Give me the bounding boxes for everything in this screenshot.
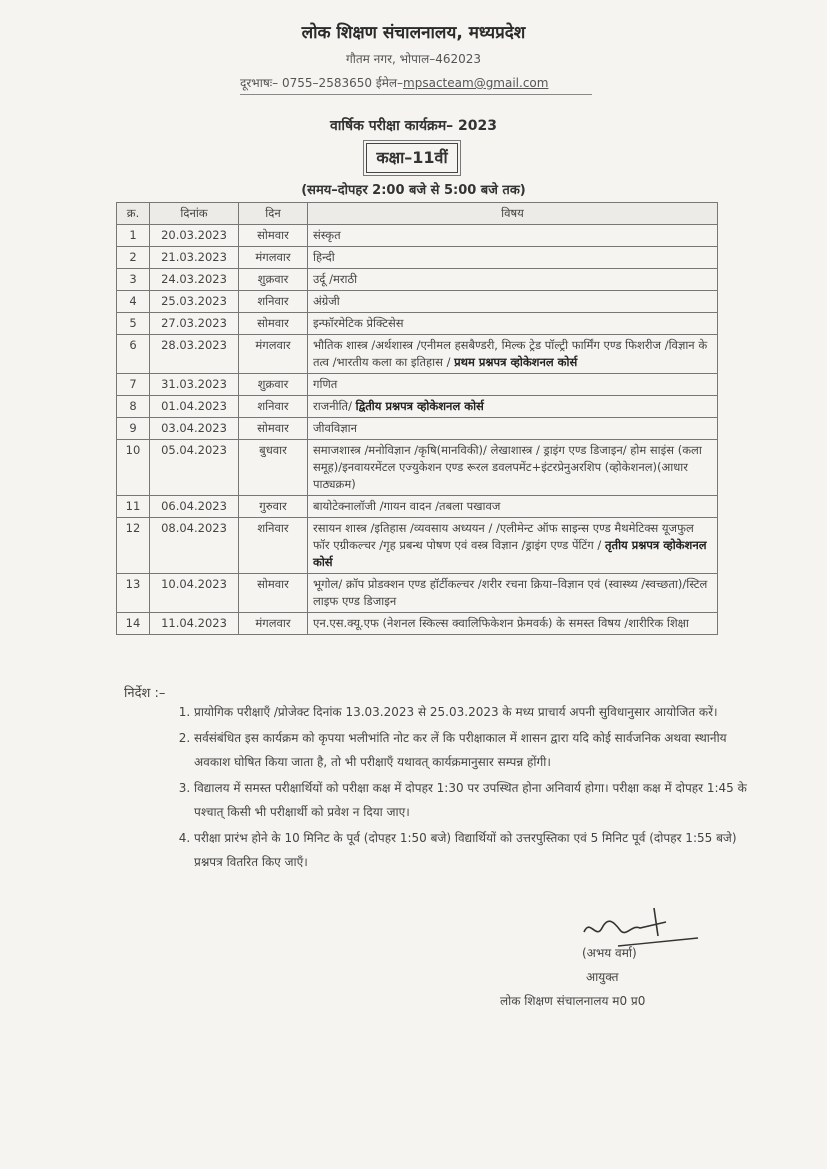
row-day: शुक्रवार bbox=[239, 374, 308, 396]
row-serial: 1 bbox=[117, 225, 150, 247]
row-serial: 10 bbox=[117, 440, 150, 496]
row-day: शनिवार bbox=[239, 518, 308, 574]
row-serial: 2 bbox=[117, 247, 150, 269]
subject-text: हिन्दी bbox=[313, 250, 335, 264]
row-day: सोमवार bbox=[239, 313, 308, 335]
subject-text: रसायन शास्त्र /इतिहास /व्यवसाय अध्ययन / /एलीमेन्ट ऑफ साइन्स एण्ड मैथमेटिक्स यूजफुल फॉर एग्रीकल्चर /गृह प्रबन्ध पोषण एवं वस्त्र विज्ञान /ड्राइंग एण्ड पेंटिंग / bbox=[313, 521, 694, 552]
row-day: मंगलवार bbox=[239, 247, 308, 269]
row-subject bbox=[308, 396, 718, 418]
row-date: 24.03.2023 bbox=[150, 269, 239, 291]
row-subject bbox=[308, 440, 718, 496]
table-row bbox=[117, 291, 718, 313]
table-row bbox=[117, 574, 718, 613]
exam-schedule-table bbox=[116, 202, 718, 635]
contact-line bbox=[240, 74, 548, 91]
email-label: ईमेल– bbox=[375, 76, 404, 90]
row-subject bbox=[308, 335, 718, 374]
subject-text: इन्फॉरमेटिक प्रेक्टिसेस bbox=[313, 316, 404, 330]
phone-number: 0755–2583650 bbox=[282, 76, 372, 90]
row-day: सोमवार bbox=[239, 574, 308, 613]
instructions-list bbox=[160, 700, 754, 876]
subject-text: एन.एस.क्यू.एफ (नेशनल स्किल्स क्वालिफिकेशन फ्रेमवर्क) के समस्त विषय /शारीरिक शिक्षा bbox=[313, 616, 689, 630]
row-date: 10.04.2023 bbox=[150, 574, 239, 613]
instruction-item: 2. सर्वसंबंधित इस कार्यक्रम को कृपया भलीभांति नोट कर लें कि परीक्षाकाल में शासन द्वारा यदि कोई सार्वजनिक अथवा स्थानीय अवकाश घोषित किया जाता है, तो भी परीक्षाएँ यथावत् कार्यक्रमानुसार सम्पन्न होंगी। bbox=[194, 726, 754, 774]
row-serial: 9 bbox=[117, 418, 150, 440]
row-serial: 14 bbox=[117, 613, 150, 635]
instruction-item: 3. विद्यालय में समस्त परीक्षार्थियों को परीक्षा कक्ष में दोपहर 1:30 पर उपस्थित होना अनिवार्य होगा। परीक्षा कक्ष में दोपहर 1:45 के पश्चात् किसी भी परीक्षार्थी को प्रवेश न दिया जाए। bbox=[194, 776, 754, 824]
row-day: शनिवार bbox=[239, 291, 308, 313]
header-divider bbox=[240, 94, 592, 95]
row-date: 08.04.2023 bbox=[150, 518, 239, 574]
row-subject bbox=[308, 574, 718, 613]
row-date: 25.03.2023 bbox=[150, 291, 239, 313]
instruction-item: 4. परीक्षा प्रारंभ होने के 10 मिनिट के पूर्व (दोपहर 1:50 बजे) विद्यार्थियों को उत्तरपुस्तिका एवं 5 मिनिट पूर्व (दोपहर 1:55 बजे) प्रश्नपत्र वितरित किए जाएँ। bbox=[194, 826, 754, 874]
office-title: लोक शिक्षण संचालनालय, मध्यप्रदेश bbox=[301, 23, 526, 43]
header-serial: क्र. bbox=[117, 203, 150, 225]
row-day: सोमवार bbox=[239, 418, 308, 440]
subject-text: राजनीति/ bbox=[313, 399, 352, 413]
row-subject bbox=[308, 496, 718, 518]
vocational-course-note: प्रथम प्रश्नपत्र व्होकेशनल कोर्स bbox=[454, 355, 578, 369]
row-day: मंगलवार bbox=[239, 613, 308, 635]
row-date: 01.04.2023 bbox=[150, 396, 239, 418]
row-day: मंगलवार bbox=[239, 335, 308, 374]
row-subject bbox=[308, 269, 718, 291]
table-row bbox=[117, 269, 718, 291]
instructions-heading: निर्देश :– bbox=[124, 686, 166, 701]
vocational-course-note: द्वितीय प्रश्नपत्र व्होकेशनल कोर्स bbox=[355, 399, 484, 413]
table-row bbox=[117, 335, 718, 374]
email-link[interactable]: mpsacteam@gmail.com bbox=[403, 76, 549, 90]
subject-text: भौतिक शास्त्र /अर्थशास्त्र /एनीमल हसबैण्डरी, मिल्क ट्रेड पॉल्ट्री फार्मिंग एण्ड फिशरीज /विज्ञान के तत्व /भारतीय कला का इतिहास / bbox=[313, 338, 708, 369]
row-date: 31.03.2023 bbox=[150, 374, 239, 396]
subject-text: समाजशास्त्र /मनोविज्ञान /कृषि(मानविकी)/ लेखाशास्त्र / ड्राइंग एण्ड डिजाइन/ होम साइंस (कला समूह)/इनवायरमेंटल एज्युकेशन एण्ड रूरल डवलपमेंट+इंटरप्रेनुअरशिप (व्होकेशनल)(आधार पाठ्यक्रम) bbox=[313, 443, 702, 491]
row-date: 11.04.2023 bbox=[150, 613, 239, 635]
row-serial: 5 bbox=[117, 313, 150, 335]
row-subject bbox=[308, 374, 718, 396]
exam-time-note: (समय–दोपहर 2:00 बजे से 5:00 बजे तक) bbox=[301, 183, 526, 198]
row-serial: 3 bbox=[117, 269, 150, 291]
table-row bbox=[117, 418, 718, 440]
signature-mark bbox=[570, 900, 710, 950]
row-serial: 4 bbox=[117, 291, 150, 313]
signatory-office: लोक शिक्षण संचालनालय म0 प्र0 bbox=[500, 994, 646, 1008]
row-date: 03.04.2023 bbox=[150, 418, 239, 440]
vocational-course-note: तृतीय प्रश्नपत्र व्होकेशनल कोर्स bbox=[313, 538, 707, 569]
row-serial: 13 bbox=[117, 574, 150, 613]
subject-text: उर्दू /मराठी bbox=[313, 272, 358, 286]
row-date: 20.03.2023 bbox=[150, 225, 239, 247]
row-serial: 6 bbox=[117, 335, 150, 374]
subject-text: भूगोल/ क्रॉप प्रोडक्शन एण्ड हॉर्टीकल्चर /शरीर रचना क्रिया–विज्ञान एवं (स्वास्थ्य /स्वच्छता)/स्टिल लाइफ एण्ड डिजाइन bbox=[313, 577, 708, 608]
table-row bbox=[117, 247, 718, 269]
row-date: 27.03.2023 bbox=[150, 313, 239, 335]
row-date: 28.03.2023 bbox=[150, 335, 239, 374]
class-label-box: कक्षा–11वीं bbox=[366, 143, 458, 173]
table-row bbox=[117, 225, 718, 247]
table-body bbox=[117, 225, 718, 635]
subject-text: बायोटेक्नालॉजी /गायन वादन /तबला पखावज bbox=[313, 499, 501, 513]
instruction-item: 1. प्रायोगिक परीक्षाएँ /प्रोजेक्ट दिनांक 13.03.2023 से 25.03.2023 के मध्य प्राचार्य अपनी सुविधानुसार आयोजित करें। bbox=[194, 700, 754, 724]
row-day: बुधवार bbox=[239, 440, 308, 496]
row-serial: 8 bbox=[117, 396, 150, 418]
table-row bbox=[117, 440, 718, 496]
row-date: 06.04.2023 bbox=[150, 496, 239, 518]
subject-text: संस्कृत bbox=[313, 228, 341, 242]
table-row bbox=[117, 613, 718, 635]
table-row bbox=[117, 518, 718, 574]
table-row bbox=[117, 374, 718, 396]
row-serial: 7 bbox=[117, 374, 150, 396]
row-date: 05.04.2023 bbox=[150, 440, 239, 496]
subject-text: जीवविज्ञान bbox=[313, 421, 358, 435]
table-header-row bbox=[117, 203, 718, 225]
row-subject bbox=[308, 613, 718, 635]
phone-label: दूरभाषः– bbox=[240, 76, 279, 90]
schedule-title: वार्षिक परीक्षा कार्यक्रम– 2023 bbox=[329, 118, 498, 134]
row-day: सोमवार bbox=[239, 225, 308, 247]
row-subject bbox=[308, 418, 718, 440]
row-serial: 11 bbox=[117, 496, 150, 518]
row-day: शनिवार bbox=[239, 396, 308, 418]
subject-text: अंग्रेजी bbox=[313, 294, 340, 308]
row-day: गुरुवार bbox=[239, 496, 308, 518]
header-date: दिनांक bbox=[150, 203, 239, 225]
row-subject bbox=[308, 225, 718, 247]
header-subject: विषय bbox=[308, 203, 718, 225]
table-row bbox=[117, 496, 718, 518]
header-day: दिन bbox=[239, 203, 308, 225]
subject-text: गणित bbox=[313, 377, 338, 391]
row-subject bbox=[308, 247, 718, 269]
row-day: शुक्रवार bbox=[239, 269, 308, 291]
table-row bbox=[117, 313, 718, 335]
row-serial: 12 bbox=[117, 518, 150, 574]
signatory-designation: आयुक्त bbox=[586, 970, 619, 984]
signatory-name: (अभय वर्मा) bbox=[582, 946, 637, 960]
row-subject bbox=[308, 518, 718, 574]
row-date: 21.03.2023 bbox=[150, 247, 239, 269]
table-row bbox=[117, 396, 718, 418]
row-subject bbox=[308, 313, 718, 335]
row-subject bbox=[308, 291, 718, 313]
office-address: गौतम नगर, भोपाल–462023 bbox=[345, 52, 482, 66]
